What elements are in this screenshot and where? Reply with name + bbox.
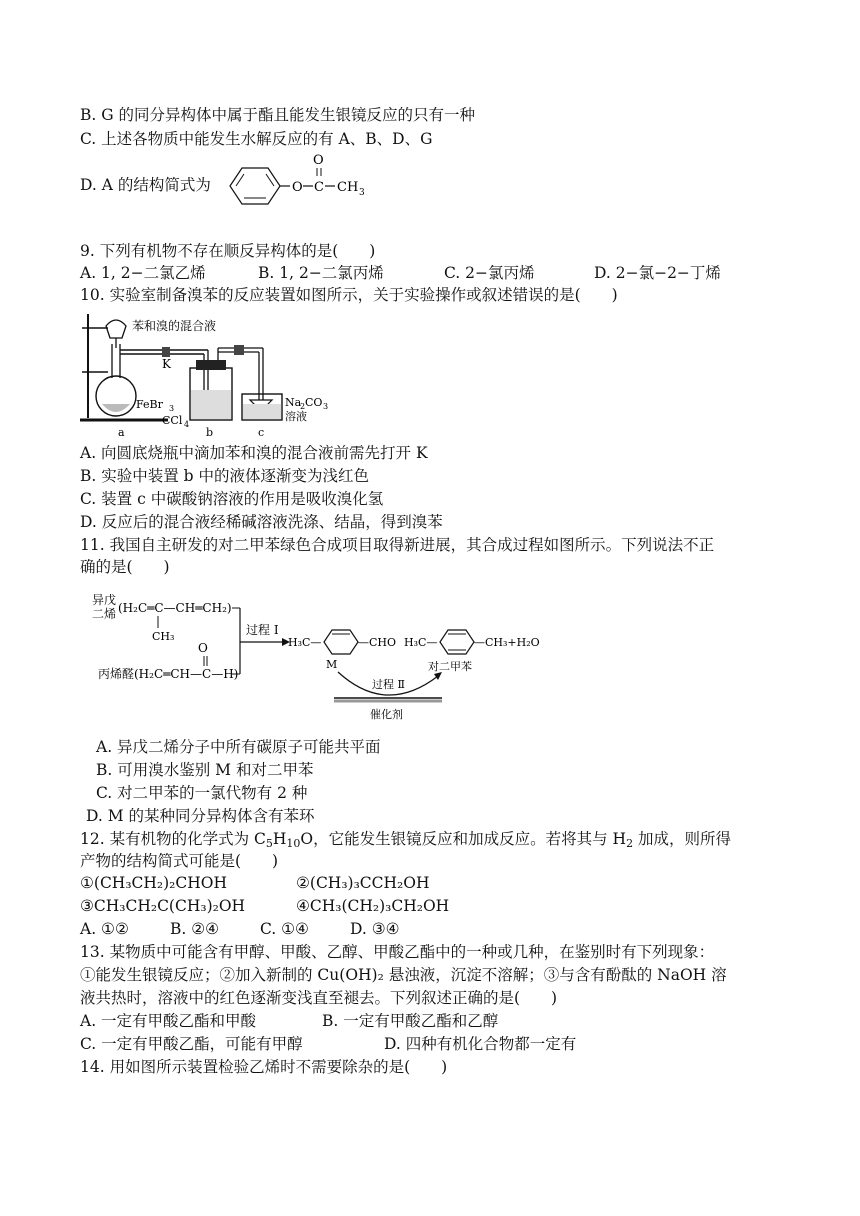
- q10-option-a: A. 向圆底烧瓶中滴加苯和溴的混合液前需先打开 K: [80, 444, 428, 462]
- q13-option-b: B. 一定有甲酸乙酯和乙醇: [322, 1012, 499, 1030]
- q12-item-4: ④CH₃(CH₂)₃CH₂OH: [296, 897, 450, 915]
- q12-option-b: B. ②④: [170, 920, 220, 938]
- q9-option-a: A. 1, 2−二氯乙烯: [80, 264, 206, 282]
- label-process-2: 过程 Ⅱ: [372, 678, 405, 691]
- structure-o-carbonyl: O: [313, 153, 324, 168]
- q12-option-c: C. ①④: [260, 920, 309, 938]
- p-xylene-synthesis-figure: [86, 588, 546, 722]
- q13-option-d: D. 四种有机化合物都一定有: [384, 1035, 577, 1053]
- q11-option-d: D. M 的某种同分异构体含有苯环: [86, 807, 315, 825]
- q9-stem: 9. 下列有机物不存在顺反异构体的是( ): [80, 242, 376, 260]
- svg-text:3: 3: [169, 404, 175, 413]
- label-febr3: FeBr: [136, 398, 163, 411]
- q13-stem-line3: 液共热时，溶液中的红色逐渐变浅直至褪去。下列叙述正确的是( ): [80, 989, 558, 1007]
- svg-text:3: 3: [323, 402, 329, 411]
- label-isoprene-2: 二烯: [92, 607, 117, 621]
- q12-item-3: ③CH₃CH₂C(CH₃)₂OH: [80, 897, 246, 915]
- q11-stem-line1: 11. 我国自主研发的对二甲苯绿色合成项目取得新进展，其合成过程如图所示。下列说法不正: [80, 536, 715, 554]
- q13-option-a: A. 一定有甲酸乙酯和甲酸: [80, 1012, 257, 1030]
- q8-option-d: D. A 的结构简式为: [80, 176, 211, 194]
- q10-option-b: B. 实验中装置 b 中的液体逐渐变为浅红色: [80, 467, 370, 485]
- q9-option-d: D. 2−氯−2−丁烯: [594, 264, 721, 282]
- q10-stem: 10. 实验室制备溴苯的反应装置如图所示，关于实验操作或叙述错误的是( ): [80, 286, 618, 304]
- q9-option-b: B. 1, 2−二氯丙烯: [258, 264, 384, 282]
- q12-item-1: ①(CH₃CH₂)₂CHOH: [80, 874, 227, 892]
- q14-stem: 14. 用如图所示装置检验乙烯时不需要除杂的是( ): [80, 1058, 448, 1076]
- structure-ch3-sub: 3: [359, 188, 365, 198]
- isoprene-methyl: CH₃: [152, 630, 175, 643]
- label-process-1: 过程 Ⅰ: [246, 623, 279, 637]
- pxylene-ch3-h2o: —CH₃+H₂O: [474, 636, 540, 649]
- q11-option-b: B. 可用溴水鉴别 M 和对二甲苯: [96, 761, 314, 779]
- label-c: c: [258, 426, 265, 439]
- q8-option-c: C. 上述各物质中能发生水解反应的有 A、B、D、G: [80, 130, 433, 148]
- q13-stem-line1: 13. 某物质中可能含有甲醇、甲酸、乙醇、甲酸乙酯中的一种或几种，在鉴别时有下列现象：: [80, 943, 715, 961]
- q12-stem-line1: 12. 某有机物的化学式为 $C_5H_{10}O$，它能发生银镜反应和加成反应。若将其与 $H_2$ 加成，则所得: [80, 830, 731, 850]
- acrolein-o: O: [198, 641, 208, 655]
- svg-text:2: 2: [300, 402, 306, 411]
- isoprene-formula: (H₂C═C—CH═CH₂): [118, 601, 232, 615]
- m-h3c: H₃C—: [288, 636, 322, 649]
- structure-ch3: CH: [337, 180, 359, 195]
- bromobenzene-apparatus-figure: [78, 308, 338, 440]
- q11-stem-line2: 确的是( ): [80, 558, 170, 576]
- label-catalyst: 催化剂: [370, 708, 403, 721]
- svg-text:4: 4: [184, 420, 190, 429]
- q13-option-c: C. 一定有甲酸乙酯，可能有甲醇: [80, 1035, 303, 1053]
- label-m: M: [326, 658, 338, 671]
- q12-option-d: D. ③④: [350, 920, 400, 938]
- q10-option-d: D. 反应后的混合液经稀碱溶液洗涤、结晶，得到溴苯: [80, 513, 443, 531]
- label-na2co3: Na: [285, 396, 302, 409]
- label-mixture: 苯和溴的混合液: [132, 319, 217, 333]
- label-k: K: [162, 357, 171, 371]
- label-b: b: [206, 426, 214, 439]
- label-ccl4: CCl: [162, 414, 183, 427]
- phenyl-acetate-structure: [224, 150, 384, 212]
- q12-option-a: A. ①②: [80, 920, 129, 938]
- q13-stem-line2: ①能发生银镜反应；②加入新制的 Cu(OH)₂ 悬浊液，沉淀不溶解；③与含有酚酞的 NaOH 溶: [80, 966, 727, 984]
- pxylene-h3c: H₃C—: [404, 636, 438, 649]
- structure-c-carbonyl: C: [314, 180, 324, 195]
- q12-stem-line2: 产物的结构简式可能是( ): [80, 852, 279, 870]
- q12-item-2: ②(CH₃)₃CCH₂OH: [296, 874, 430, 892]
- q11-option-a: A. 异戊二烯分子中所有碳原子可能共平面: [96, 738, 381, 756]
- q9-option-c: C. 2−氯丙烯: [444, 264, 535, 282]
- q8-option-b: B. G 的同分异构体中属于酯且能发生银镜反应的只有一种: [80, 106, 476, 124]
- label-isoprene-1: 异戊: [92, 593, 117, 607]
- q10-option-c: C. 装置 c 中碳酸钠溶液的作用是吸收溴化氢: [80, 490, 384, 508]
- q11-option-c: C. 对二甲苯的一氯代物有 2 种: [96, 784, 308, 802]
- acrolein-formula: 丙烯醛(H₂C═CH—C—H): [98, 667, 239, 681]
- m-cho: —CHO: [358, 636, 397, 649]
- structure-o-ether: O: [292, 180, 303, 195]
- label-p-xylene: 对二甲苯: [428, 660, 472, 673]
- label-a: a: [118, 426, 125, 439]
- label-solution: 溶液: [285, 410, 307, 423]
- svg-text:CO: CO: [305, 396, 323, 409]
